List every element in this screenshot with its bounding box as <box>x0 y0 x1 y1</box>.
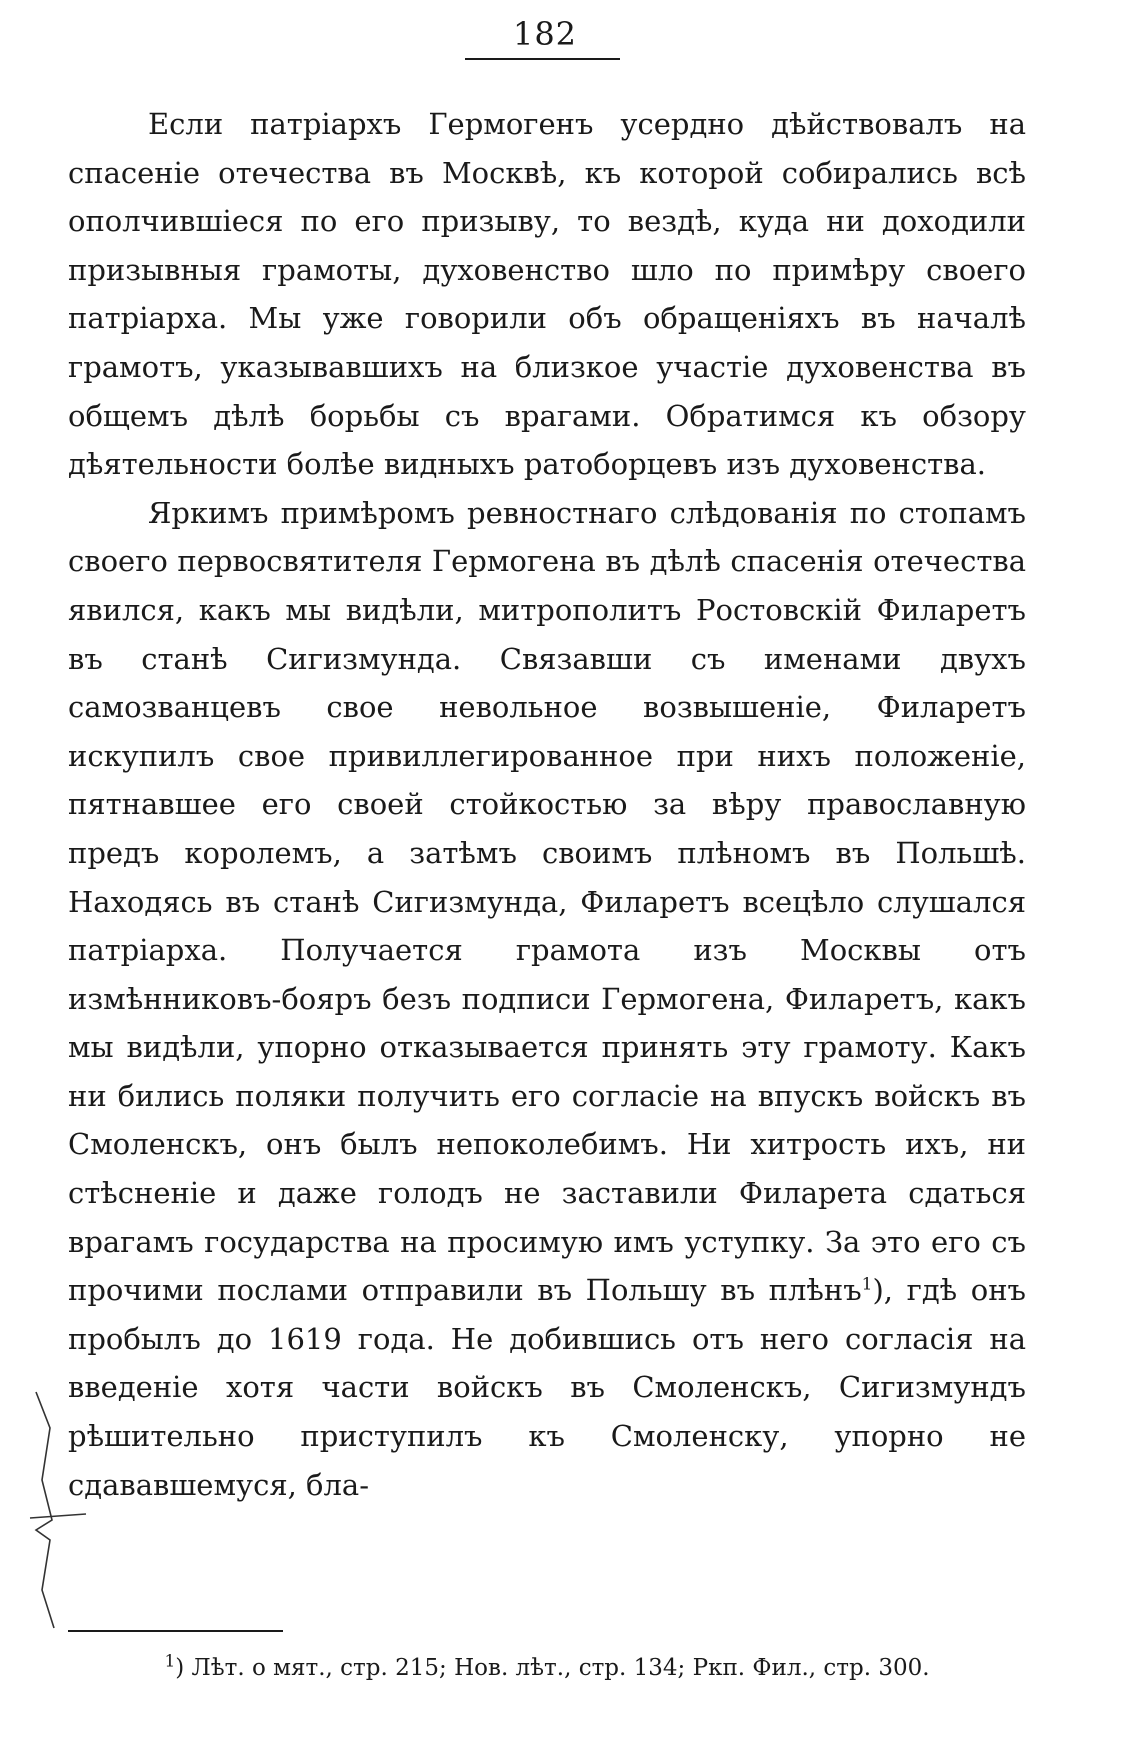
footnote-marker: 1 <box>164 1651 176 1672</box>
footnote-text: ) Лѣт. о мят., стр. 215; Нов. лѣт., стр. 134; Ркп. Фил., стр. 300. <box>175 1655 930 1681</box>
footnote-reference: 1 <box>861 1274 873 1295</box>
paragraph-1: Если патріархъ Гермогенъ усердно дѣйствовалъ на спасеніе отечества въ Москвѣ, къ которой собирались всѣ ополчившіеся по его призыву, то вездѣ, куда ни доходили призывныя грамоты, духовенство шло по примѣру своего патріарха. Мы уже говорили объ обращеніяхъ въ началѣ грамотъ, указывавшихъ на близкое участіе духовенства въ общемъ дѣлѣ борьбы съ врагами. Обратимся къ обзору дѣятельности болѣе видныхъ ратоборцевъ изъ духовенства. <box>68 107 1026 482</box>
paragraph-2-tail: ), гдѣ онъ пробылъ до 1619 года. Не добившись отъ него согласія на введеніе хотя части войскъ въ Смоленскъ, Сигизмундъ рѣшительно приступилъ къ Смоленску, упорно не сдававшемуся, бла- <box>68 1273 1027 1502</box>
paragraph-2 <box>68 489 1026 1509</box>
page-number: 182 <box>512 15 578 53</box>
paragraph-2-text: Яркимъ примѣромъ ревностнаго слѣдованія по стопамъ своего первосвятителя Гермогена въ дѣлѣ спасенія отечества явился, какъ мы видѣли, митрополитъ Ростовскій Филаретъ въ станѣ Сигизмунда. Связавши съ именами двухъ самозванцевъ свое невольное возвышеніе, Филаретъ искупилъ свое привиллегированное при нихъ положеніе, пятнавшее его своей стойкостью за вѣру православную предъ королемъ, а затѣмъ своимъ плѣномъ въ Польшѣ. Находясь въ станѣ Сигизмунда, Филаретъ всецѣло слушался патріарха. Получается грамота изъ Москвы отъ измѣнниковъ-бояръ безъ подписи Гермогена, Филаретъ, какъ мы видѣли, упорно отказывается принять эту грамоту. Какъ ни бились поляки получить его согласіе на впускъ войскъ въ Смоленскъ, онъ былъ непоколебимъ. Ни хитрость ихъ, ни стѣсненіе и даже голодъ не заставили Филарета сдаться врагамъ государства на просимую имъ уступку. За это его съ прочими послами отправили въ Польшу въ плѣнъ <box>68 495 1026 1308</box>
footnote <box>68 1652 1026 1684</box>
page-number-rule <box>465 58 620 60</box>
footnote-rule <box>68 1630 283 1632</box>
body-text <box>68 100 1026 1509</box>
handwritten-margin-mark <box>28 1390 88 1630</box>
